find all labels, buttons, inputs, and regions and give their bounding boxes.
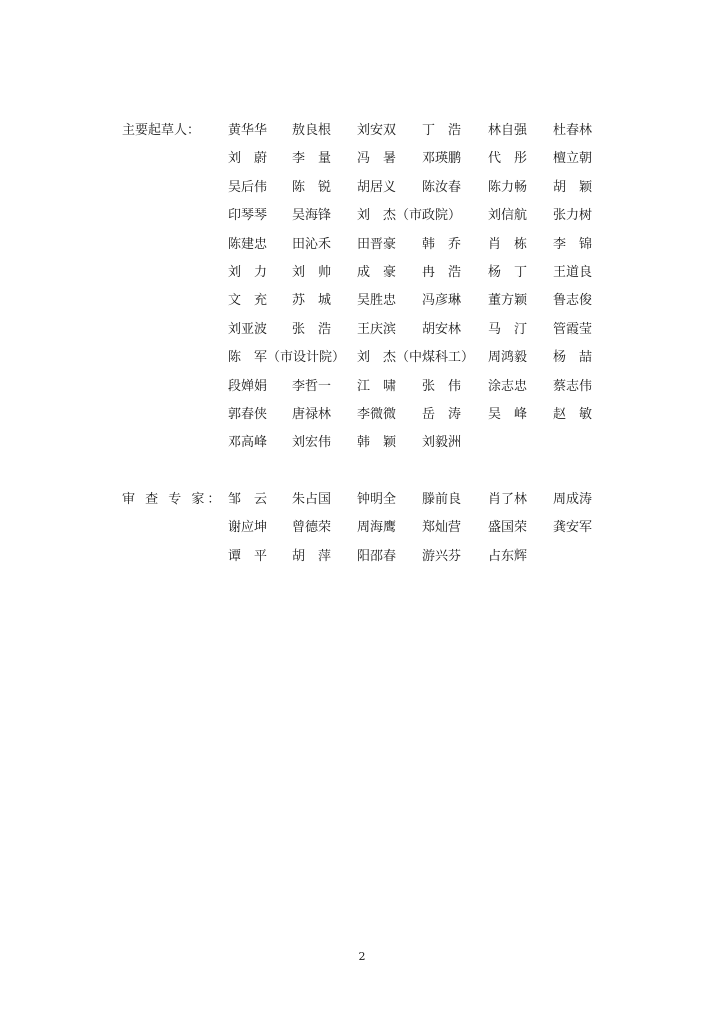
name-cell: 吴胜忠 xyxy=(357,293,397,309)
name-cell: 刘毅洲 xyxy=(422,435,462,451)
name-cell: 林自强 xyxy=(488,123,528,138)
drafters-row xyxy=(226,377,626,405)
name-cell: 冯彦琳 xyxy=(422,293,462,309)
name-cell: 冯 暑 xyxy=(357,151,397,167)
name-cell: 田晋豪 xyxy=(357,236,397,252)
reviewers-row xyxy=(226,518,626,546)
name-cell: 邹 云 xyxy=(228,492,268,507)
drafters-row xyxy=(226,149,626,177)
name-cell: 胡 颖 xyxy=(553,179,593,195)
name-cell: 吴 峰 xyxy=(488,406,528,422)
name-cell: 游兴芬 xyxy=(422,548,462,564)
name-cell: 蔡志伟 xyxy=(553,378,593,394)
name-cell: 敖良根 xyxy=(292,123,332,138)
drafters-row xyxy=(226,206,626,234)
name-cell: 韩 乔 xyxy=(422,236,462,252)
name-cell: 龚安军 xyxy=(553,520,593,536)
name-cell: 钟明全 xyxy=(357,492,397,507)
name-cell: 代 彤 xyxy=(488,151,528,167)
name-cell: 滕前良 xyxy=(422,492,462,507)
name-cell: 涂志忠 xyxy=(488,378,528,394)
name-cell: 肖 栋 xyxy=(488,236,528,252)
name-cell: 陈 军（市设计院） xyxy=(228,350,346,366)
name-cell: 张 浩 xyxy=(292,321,332,337)
name-cell: 周成涛 xyxy=(553,492,593,507)
name-cell: 成 豪 xyxy=(357,264,397,280)
name-cell: 邓高峰 xyxy=(228,435,268,451)
name-cell: 阳邵春 xyxy=(357,548,397,564)
drafters-label: 主要起草人： xyxy=(122,123,201,138)
drafters-name-grid xyxy=(226,121,626,462)
name-cell: 陈力畅 xyxy=(488,179,528,195)
name-cell: 吴后伟 xyxy=(228,179,268,195)
name-cell: 邓瑛鹏 xyxy=(422,151,462,167)
name-cell: 张力树 xyxy=(553,208,593,224)
name-cell: 鲁志俊 xyxy=(553,293,593,309)
name-cell: 李 锦 xyxy=(553,236,593,252)
name-cell: 陈 锐 xyxy=(292,179,332,195)
name-cell: 盛国荣 xyxy=(488,520,528,536)
name-cell: 朱占国 xyxy=(292,492,332,507)
name-cell: 刘 杰（中煤科工） xyxy=(357,350,475,366)
name-cell: 谭 平 xyxy=(228,548,268,564)
name-cell: 刘 力 xyxy=(228,264,268,280)
name-cell: 刘信航 xyxy=(488,208,528,224)
drafters-row xyxy=(226,121,626,149)
name-cell: 董方颖 xyxy=(488,293,528,309)
name-cell: 郑灿营 xyxy=(422,520,462,536)
name-cell: 唐禄林 xyxy=(292,406,332,422)
drafters-row xyxy=(226,348,626,376)
name-cell: 胡居义 xyxy=(357,179,397,195)
drafters-row xyxy=(226,178,626,206)
name-cell: 江 啸 xyxy=(357,378,397,394)
name-cell: 李 量 xyxy=(292,151,332,167)
name-cell: 王道良 xyxy=(553,264,593,280)
name-cell: 周海鹰 xyxy=(357,520,397,536)
name-cell: 刘安双 xyxy=(357,123,397,138)
name-cell: 岳 涛 xyxy=(422,406,462,422)
drafters-row xyxy=(226,405,626,433)
name-cell: 曾德荣 xyxy=(292,520,332,536)
name-cell: 杨 喆 xyxy=(553,350,593,366)
name-cell: 刘亚波 xyxy=(228,321,268,337)
name-cell: 占东辉 xyxy=(488,548,528,564)
name-cell: 杜春林 xyxy=(553,123,593,138)
name-cell: 冉 浩 xyxy=(422,264,462,280)
name-cell: 陈建忠 xyxy=(228,236,268,252)
name-cell: 段婵娟 xyxy=(228,378,268,394)
drafters-row xyxy=(226,235,626,263)
drafters-row xyxy=(226,291,626,319)
name-cell: 胡安林 xyxy=(422,321,462,337)
page-number: 2 xyxy=(358,950,366,963)
drafters-row xyxy=(226,263,626,291)
name-cell: 韩 颖 xyxy=(357,435,397,451)
name-cell: 田沁禾 xyxy=(292,236,332,252)
drafters-row xyxy=(226,433,626,461)
name-cell: 张 伟 xyxy=(422,378,462,394)
name-cell: 肖了林 xyxy=(488,492,528,507)
name-cell: 刘 蔚 xyxy=(228,151,268,167)
name-cell: 李微微 xyxy=(357,406,397,422)
name-cell: 管霞莹 xyxy=(553,321,593,337)
name-cell: 印琴琴 xyxy=(228,208,268,224)
name-cell: 吴海锋 xyxy=(292,208,332,224)
name-cell: 谢应坤 xyxy=(228,520,268,536)
name-cell: 王庆滨 xyxy=(357,321,397,337)
reviewers-row xyxy=(226,547,626,575)
reviewers-name-grid xyxy=(226,490,626,575)
reviewers-row xyxy=(226,490,626,518)
name-cell: 檀立朝 xyxy=(553,151,593,167)
name-cell: 刘宏伟 xyxy=(292,435,332,451)
name-cell: 文 充 xyxy=(228,293,268,309)
name-cell: 赵 敏 xyxy=(553,406,593,422)
name-cell: 陈汝春 xyxy=(422,179,462,195)
name-cell: 李哲一 xyxy=(292,378,332,394)
drafters-row xyxy=(226,320,626,348)
reviewers-label: 审 查 专 家： xyxy=(122,492,224,507)
name-cell: 刘 帅 xyxy=(292,264,332,280)
name-cell: 胡 萍 xyxy=(292,548,332,564)
name-cell: 郭春侠 xyxy=(228,406,268,422)
name-cell: 周鸿毅 xyxy=(488,350,528,366)
name-cell: 马 汀 xyxy=(488,321,528,337)
name-cell: 苏 城 xyxy=(292,293,332,309)
name-cell: 黄华华 xyxy=(228,123,268,138)
name-cell: 丁 浩 xyxy=(422,123,462,138)
name-cell: 杨 丁 xyxy=(488,264,528,280)
name-cell: 刘 杰（市政院） xyxy=(357,208,462,224)
